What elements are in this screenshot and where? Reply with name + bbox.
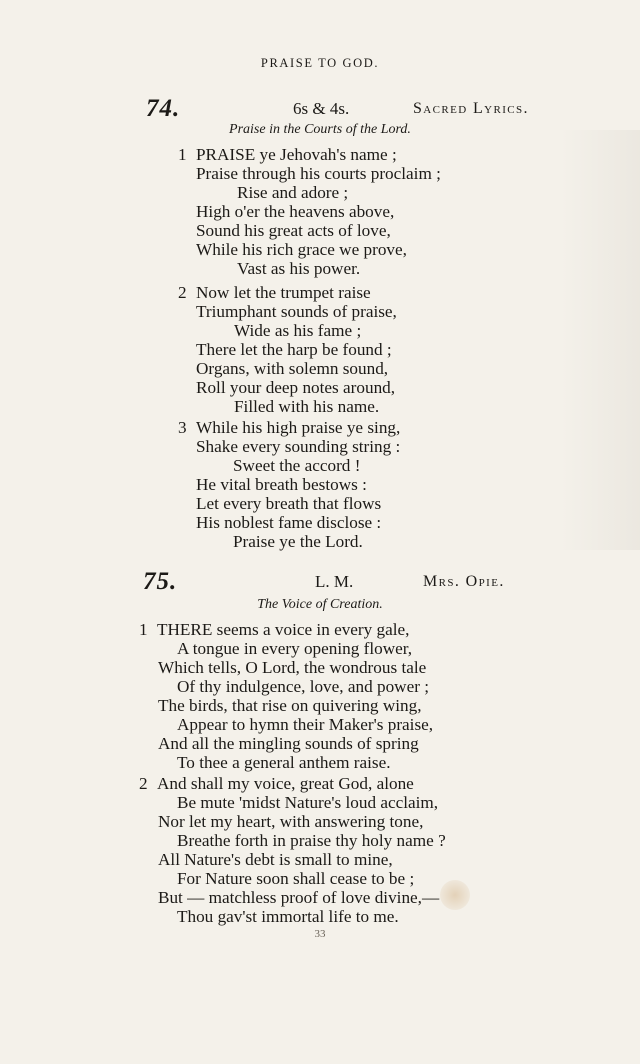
verse-line: Nor let my heart, with answering tone,: [158, 812, 424, 831]
verse-line: Roll your deep notes around,: [196, 378, 396, 397]
running-head: PRAISE TO GOD.: [260, 56, 380, 70]
verse-line: Breathe forth in praise thy holy name ?: [177, 831, 446, 850]
verse-line: Organs, with solemn sound,: [196, 359, 389, 378]
verse-line: But — matchless proof of love divine,—: [158, 888, 440, 907]
hymn-source: Sacred Lyrics.: [413, 100, 529, 117]
verse-line: Vast as his power.: [237, 259, 361, 278]
verse-line: Appear to hymn their Maker's praise,: [177, 715, 434, 734]
verse-line: He vital breath bestows :: [196, 475, 367, 494]
verse-line: A tongue in every opening flower,: [177, 639, 413, 658]
hymn-75-header: [0, 567, 640, 597]
verse-line: The birds, that rise on quivering wing,: [158, 696, 422, 715]
verse-line: Let every breath that flows: [196, 494, 382, 513]
verse-line: Sweet the accord !: [233, 456, 361, 475]
verse-line: Thou gav'st immortal life to me.: [177, 907, 399, 926]
hymn-source: Mrs. Opie.: [423, 573, 505, 590]
hymn-subtitle: The Voice of Creation.: [257, 597, 383, 612]
verse-line: 2 And shall my voice, great God, alone: [139, 774, 414, 793]
verse-line: And all the mingling sounds of spring: [158, 734, 419, 753]
verse-line: Sound his great acts of love,: [196, 221, 391, 240]
verse-line: His noblest fame disclose :: [196, 513, 382, 532]
stanza-number: 2: [139, 774, 148, 793]
hymn-subtitle: Praise in the Courts of the Lord.: [229, 122, 411, 137]
hymn-meter: L. M.: [315, 572, 354, 591]
stanza-number: 2: [178, 283, 187, 302]
verse-line: There let the harp be found ;: [196, 340, 392, 359]
verse-line: Of thy indulgence, love, and power ;: [177, 677, 430, 696]
verse-line: 3 While his high praise ye sing,: [178, 418, 401, 437]
verse-line: Praise ye the Lord.: [233, 532, 363, 551]
hymn-number: 74.: [146, 95, 181, 122]
verse-line: Wide as his fame ;: [234, 321, 362, 340]
verse-line: To thee a general anthem raise.: [177, 753, 391, 772]
verse-line: 2 Now let the trumpet raise: [178, 283, 371, 302]
page-number: 33: [314, 928, 326, 940]
verse-line: For Nature soon shall cease to be ;: [177, 869, 415, 888]
show-through-shading: [560, 130, 640, 550]
verse-line: Shake every sounding string :: [196, 437, 401, 456]
verse-line: Filled with his name.: [234, 397, 380, 416]
hymn-number: 75.: [143, 568, 178, 595]
hymn-74-header: [0, 94, 640, 124]
verse-line: While his rich grace we prove,: [196, 240, 407, 259]
stanza-number: 1: [178, 145, 187, 164]
stanza-number: 1: [139, 620, 148, 639]
age-stain: [440, 880, 470, 910]
verse-line: 1 PRAISE ye Jehovah's name ;: [178, 145, 397, 164]
verse-line: High o'er the heavens above,: [196, 202, 395, 221]
verse-line: Triumphant sounds of praise,: [196, 302, 397, 321]
verse-line: All Nature's debt is small to mine,: [158, 850, 393, 869]
verse-line: Praise through his courts proclaim ;: [196, 164, 441, 183]
verse-line: Rise and adore ;: [237, 183, 349, 202]
verse-line: Which tells, O Lord, the wondrous tale: [158, 658, 427, 677]
verse-line: Be mute 'midst Nature's loud acclaim,: [177, 793, 439, 812]
hymn-meter: 6s & 4s.: [293, 99, 350, 118]
verse-line: 1 THERE seems a voice in every gale,: [139, 620, 410, 639]
stanza-number: 3: [178, 418, 187, 437]
